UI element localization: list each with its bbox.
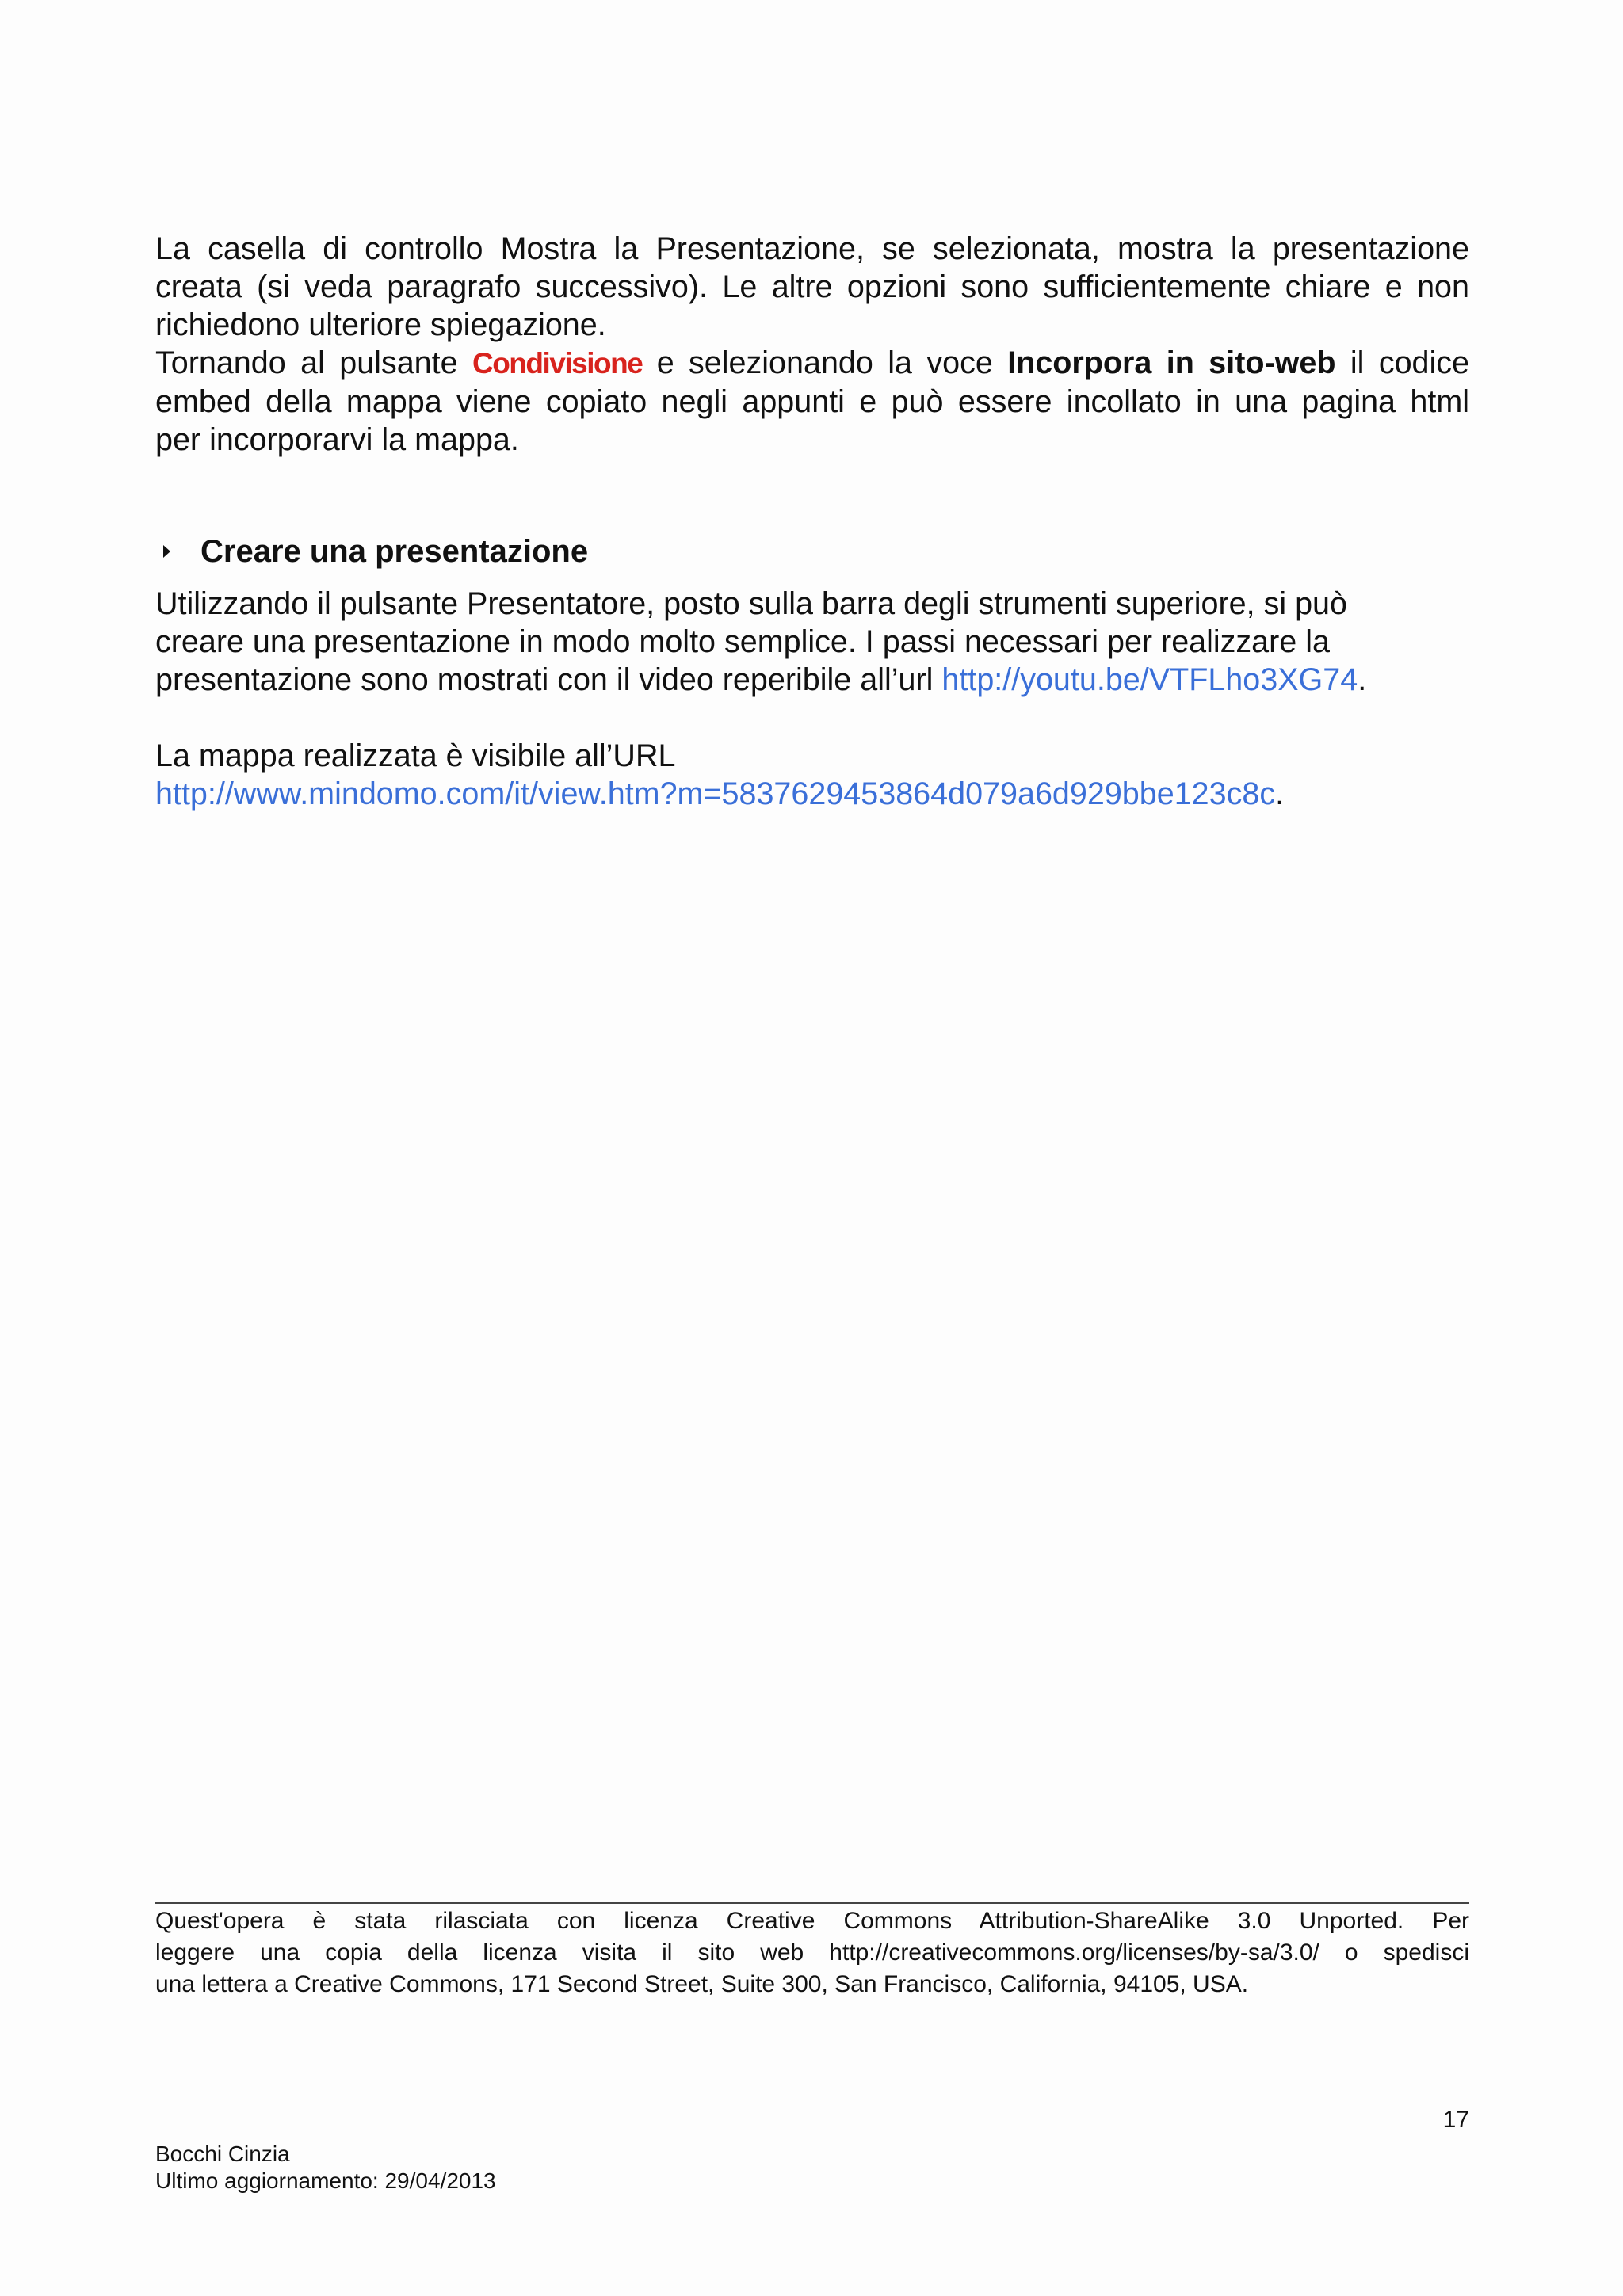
presentation-paragraph: [155, 585, 1469, 699]
triangle-bullet-icon: [163, 545, 170, 558]
page-number: 17: [1442, 2107, 1469, 2133]
paragraph-line: creare una presentazione in modo molto semplice. I passi necessari per realizzare la: [155, 624, 1330, 659]
license-line: Quest'opera è stata rilasciata con licenza Creative Commons Attribution-ShareAlike 3.0 Unported. Per: [155, 1908, 1469, 1934]
incorpora-option-reference: Incorpora in sito-web: [1007, 345, 1336, 380]
paragraph-line: La mappa realizzata è visibile all’URL: [155, 738, 676, 773]
footnote-divider: [155, 1902, 1469, 1904]
map-paragraph: [155, 737, 1469, 813]
paragraph-line: creata (si veda paragrafo successivo). Le altre opzioni sono sufficientemente chiare e non: [155, 269, 1469, 304]
paragraph-line: Utilizzando il pulsante Presentatore, posto sulla barra degli strumenti superiore, si può: [155, 586, 1347, 621]
section-heading-text: Creare una presentazione: [200, 534, 589, 569]
video-link[interactable]: http://youtu.be/VTFLho3XG74: [941, 662, 1358, 697]
text-fragment: il codice: [1335, 345, 1470, 380]
text-fragment: presentazione sono mostrati con il video reperibile all’url: [155, 662, 942, 697]
intro-paragraph: [155, 230, 1469, 459]
paragraph-line-condivisione: [155, 344, 1469, 383]
paragraph-line: La casella di controllo Mostra la Presentazione, se selezionata, mostra la presentazione: [155, 231, 1469, 266]
page-footer: [155, 2141, 496, 2195]
paragraph-line: richiedono ulteriore spiegazione.: [155, 307, 606, 342]
paragraph-line-map: [155, 775, 1469, 813]
text-fragment: Tornando al pulsante: [155, 345, 472, 380]
condivisione-button-reference: Condivisione: [472, 347, 643, 379]
license-line: leggere una copia della licenza visita il sito web http://creativecommons.org/licenses/by-sa/3.0/ o spedisci: [155, 1939, 1469, 1966]
text-fragment: e selezionando la voce: [642, 345, 1008, 380]
paragraph-line-video: [155, 661, 1469, 699]
license-line: una lettera a Creative Commons, 171 Second Street, Suite 300, San Francisco, California, 94105, USA.: [155, 1971, 1249, 1997]
text-fragment: .: [1358, 662, 1367, 697]
paragraph-line: embed della mappa viene copiato negli appunti e può essere incollato in una pagina html: [155, 384, 1469, 419]
section-heading: [163, 532, 588, 570]
map-link[interactable]: http://www.mindomo.com/it/view.htm?m=5837629453864d079a6d929bbe123c8c: [155, 776, 1276, 811]
license-notice: [155, 1905, 1469, 2000]
footer-author: Bocchi Cinzia: [155, 2142, 290, 2166]
paragraph-line: per incorporarvi la mappa.: [155, 422, 519, 457]
footer-updated: Ultimo aggiornamento: 29/04/2013: [155, 2168, 496, 2193]
text-fragment: .: [1275, 776, 1285, 811]
